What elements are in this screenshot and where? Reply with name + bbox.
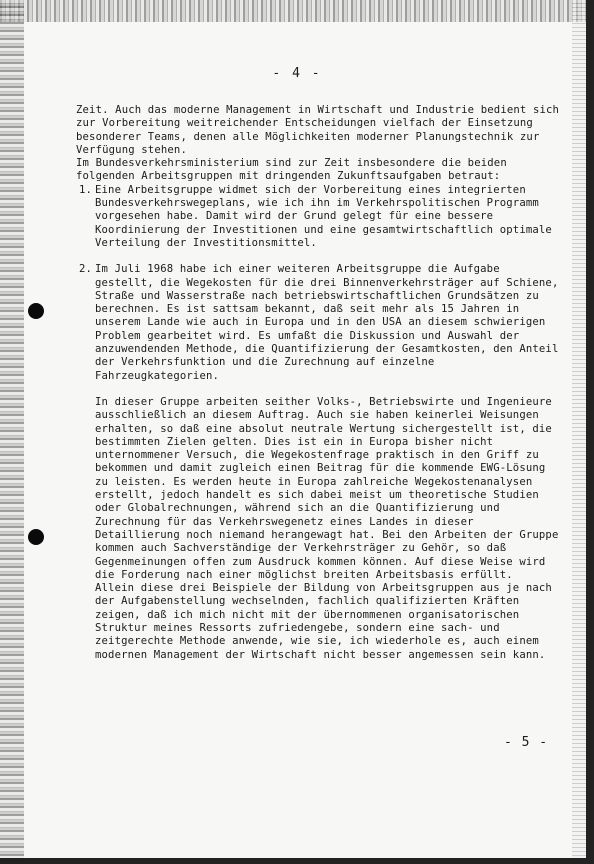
paragraph-group-details: In dieser Gruppe arbeiten seither Volks-, Betriebswirte und Ingenieure ausschließlich an diesem Auftrag. Auch sie haben keinerlei Weisungen erhalten, so daß eine absolut neutrale Wertung sichergestellt ist, die bestimmten Zielen gelten. Dies ist ein in Europa bisher nicht unternommener Versuch, die Wegekostenfrage praktisch in den Griff zu bekommen und damit zugleich einen Beitrag für die kommende EWG-Lösung zu leisten. Es werden heute in Europa zahlreiche Wegekostenanalysen erstellt, jedoch handelt es sich dabei meist um theoretische Studien oder Globalrechnungen, während sich an die Quantifizierung und Zurechnung für das Verkehrswegenetz eines Landes in dieser Detaillierung noch niemand herangewagt hat. Bei den Arbeiten der Gruppe kommen auch Sachverständige der Verkehrsträger zu Gehör, so daß Gegenmeinungen offen zum Ausdruck kommen können. Auf diese Weise wird die Forderung nach einer möglichst breiten Arbeitsbasis erfüllt. bbox=[95, 395, 559, 581]
punch-hole-lower bbox=[28, 529, 44, 545]
page-number: - 4 - bbox=[272, 66, 322, 81]
next-page-catchword: - 5 - bbox=[504, 735, 549, 750]
list-item-text: Eine Arbeitsgruppe widmet sich der Vorbereitung eines integrierten Bundesverkehrswegeplans, wie ich ihn im Verkehrspolitischen Programm vorgesehen habe. Damit wird der Grund gelegt für eine bessere Koordinierung der Investitionen und eine gesamtwirtschaftlich optimale Verteilung der Investitionsmittel. bbox=[95, 183, 552, 249]
scan-border-right-speckle bbox=[572, 0, 586, 864]
list-number: 1. bbox=[79, 183, 93, 196]
scan-border-left bbox=[0, 0, 24, 864]
paragraph-conclusion: Allein diese drei Beispiele der Bildung von Arbeitsgruppen aus je nach der Aufgabenstellung wechselnden, fachlich qualifizierten Kräften zeigen, daß ich mich nicht mit der übernommenen organisatorischen Struktur meines Ressorts zufriedengebe, sondern eine sach- und zeitgerechte Methode anwende, wie sie, ich wiederhole es, auch einem modernen Management der Wirtschaft nicht besser angemessen sein kann. bbox=[95, 582, 552, 661]
list-item-text: Im Juli 1968 habe ich einer weiteren Arbeitsgruppe die Aufgabe gestellt, die Wegekosten für die drei Binnenverkehrsträger auf Schiene, Straße und Wasserstraße nach betriebswirtschaftlichen Grundsätzen zu berechnen. Es ist sattsam bekannt, daß seit mehr als 15 Jahren in unserem Lande wie auch in Europa und in den USA an diesem schwierigen Problem gearbeitet wird. Es umfaßt die Diskussion und Auswahl der anzuwendenden Methode, die Quantifizierung der Gesamtkosten, den Anteil der Verkehrsfunktion und die Zurechnung auf einzelne Fahrzeugkategorien. bbox=[95, 263, 559, 382]
paragraph-working-groups: Im Bundesverkehrsministerium sind zur Zeit insbesondere die beiden folgenden Arbeitsgruppen mit dringenden Zukunftsaufgaben betraut: bbox=[76, 157, 507, 183]
scan-border-right bbox=[586, 0, 594, 864]
paragraph-intro: Zeit. Auch das moderne Management in Wirtschaft und Industrie bedient sich zur Vorbereitung weitreichender Entscheidungen vielfach der Einsetzung besonderer Teams, denen alle Möglichkeiten moderner Planungstechnik zur Verfügung stehen. bbox=[76, 104, 560, 156]
list-number: 2. bbox=[79, 263, 93, 276]
document-body bbox=[76, 104, 560, 662]
list-item-1 bbox=[76, 184, 560, 250]
list-item-2 bbox=[76, 263, 560, 383]
scan-border-bottom bbox=[0, 858, 594, 864]
scan-border-top bbox=[0, 0, 594, 22]
punch-hole-upper bbox=[28, 303, 44, 319]
